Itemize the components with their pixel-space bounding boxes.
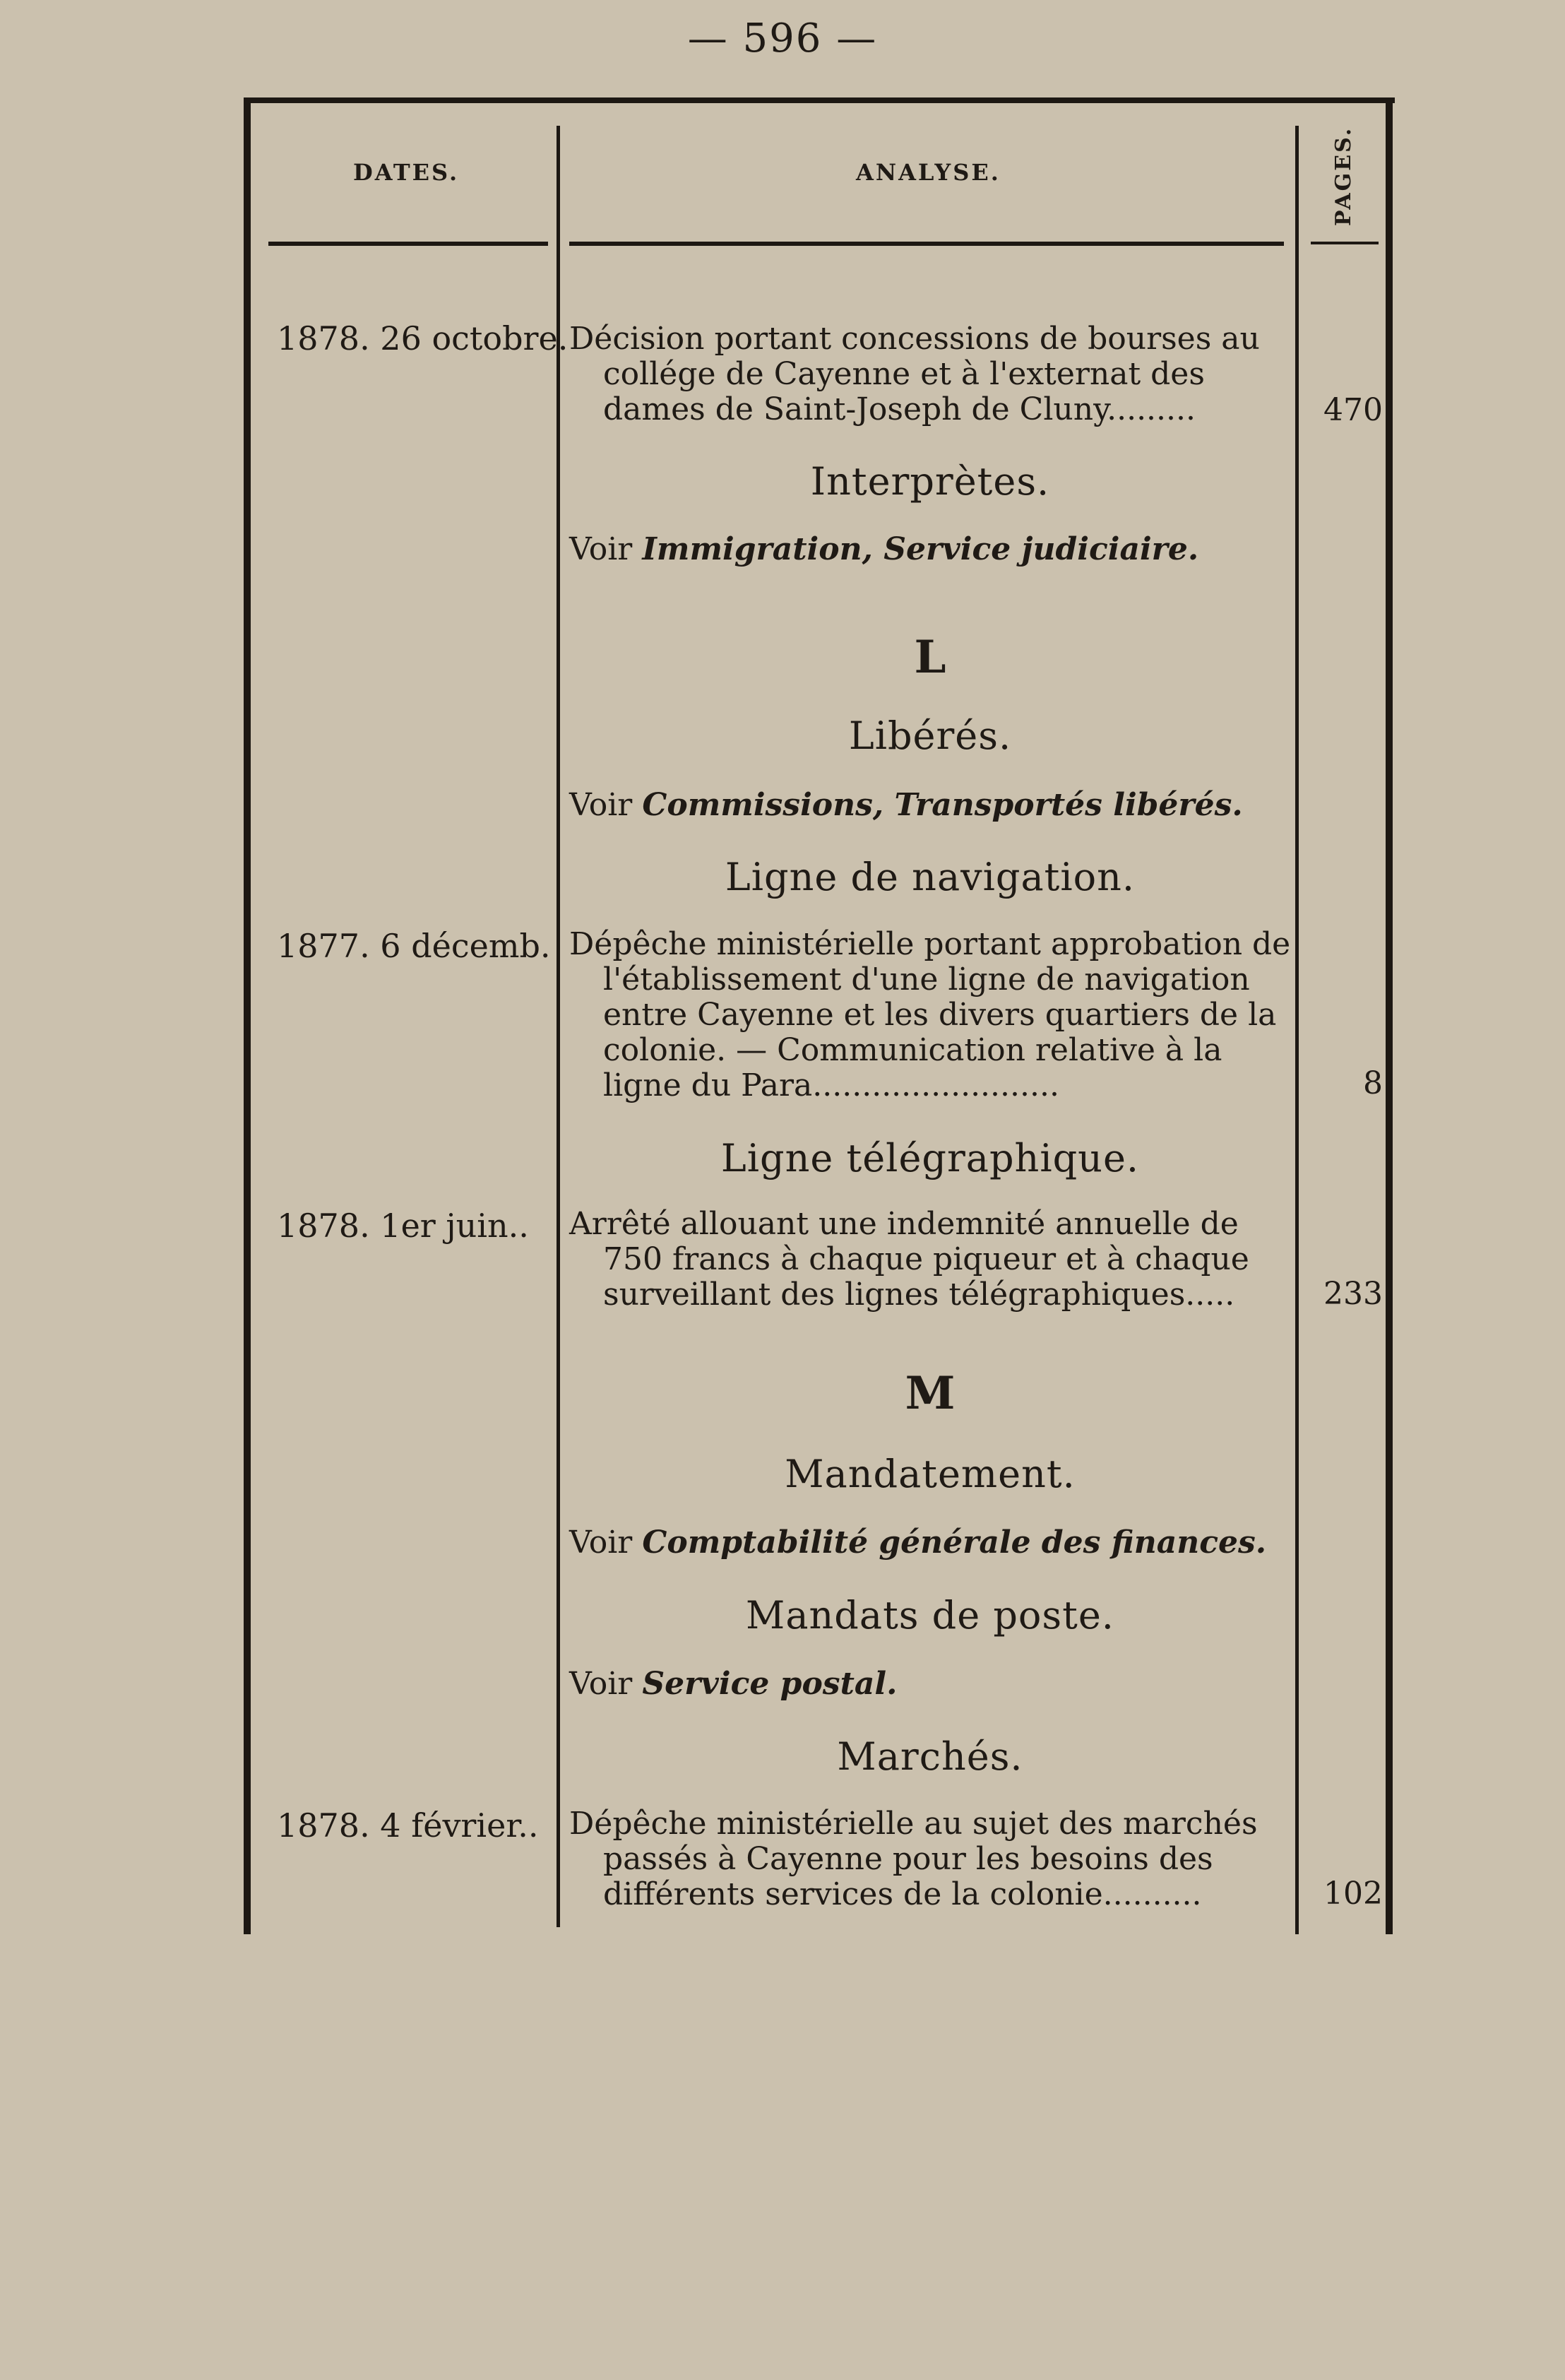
entry-text xyxy=(569,1806,1291,1912)
analyse-header-rule xyxy=(569,242,1284,246)
see-also xyxy=(569,1524,1266,1561)
section-heading: Marchés. xyxy=(837,1734,1023,1779)
entry-line: Arrêté allouant une indemnité annuelle de xyxy=(569,1206,1239,1242)
frame-left-rule xyxy=(244,97,251,1934)
dates-header-rule xyxy=(268,242,548,246)
alphabet-letter: M xyxy=(905,1367,956,1420)
section-heading: Ligne télégraphique. xyxy=(720,1136,1140,1180)
see-also-refs: Commissions, Transportés libérés. xyxy=(642,787,1243,823)
see-also-prefix: Voir xyxy=(569,787,633,823)
section-heading: Interprètes. xyxy=(810,459,1050,504)
entry-line: ligne du Para......................... xyxy=(603,1067,1059,1103)
entry-line: différents services de la colonie.......... xyxy=(603,1876,1202,1912)
entry-line: Décision portant concessions de bourses au xyxy=(569,321,1260,357)
frame-top-rule xyxy=(244,97,1395,103)
see-also xyxy=(569,787,1243,823)
see-also-refs: Immigration, Service judiciaire. xyxy=(642,531,1199,567)
frame-right-rule xyxy=(1386,97,1393,1934)
dates-column-divider xyxy=(557,126,560,1927)
section-heading: Libérés. xyxy=(848,714,1012,758)
see-also-prefix: Voir xyxy=(569,531,633,567)
entry-date: 1878. 1er juin.. xyxy=(277,1207,529,1245)
pages-column-header: PAGES. xyxy=(1331,126,1356,226)
entry-line: Dépêche ministérielle portant approbation de xyxy=(569,926,1291,962)
entry-line: passés à Cayenne pour les besoins des xyxy=(603,1841,1213,1877)
entry-text xyxy=(569,321,1291,427)
entry-page-ref: 470 xyxy=(1323,392,1383,428)
see-also-prefix: Voir xyxy=(569,1666,633,1702)
pages-column-divider xyxy=(1295,126,1299,1934)
entry-text xyxy=(569,927,1291,1103)
section-heading: Mandatement. xyxy=(785,1452,1076,1496)
entry-date: 1878. 26 octobre. xyxy=(277,319,569,357)
analyse-column-header: ANALYSE. xyxy=(856,159,1001,186)
pages-header-rule xyxy=(1311,242,1379,244)
entry-line: dames de Saint-Joseph de Cluny......... xyxy=(603,391,1196,427)
entry-page-ref: 8 xyxy=(1363,1065,1383,1101)
see-also xyxy=(569,1666,897,1702)
entry-line: 750 francs à chaque piqueur et à chaque xyxy=(603,1241,1249,1277)
entry-line: entre Cayenne et les divers quartiers de la xyxy=(603,997,1277,1033)
dates-column-header: DATES. xyxy=(353,159,460,186)
entry-date: 1877. 6 décemb. xyxy=(277,927,551,965)
see-also xyxy=(569,531,1198,567)
section-heading: Ligne de navigation. xyxy=(725,855,1136,899)
entry-date: 1878. 4 février.. xyxy=(277,1806,539,1845)
page-number: — 596 — xyxy=(687,16,878,61)
entry-page-ref: 102 xyxy=(1323,1876,1383,1912)
see-also-prefix: Voir xyxy=(569,1524,633,1561)
entry-line: colonie. — Communication relative à la xyxy=(603,1032,1222,1068)
entry-page-ref: 233 xyxy=(1323,1276,1383,1312)
entry-text xyxy=(569,1207,1291,1313)
section-heading: Mandats de poste. xyxy=(746,1593,1114,1638)
entry-line: surveillant des lignes télégraphiques..... xyxy=(603,1277,1235,1313)
alphabet-letter: L xyxy=(914,631,946,684)
entry-line: l'établissement d'une ligne de navigation xyxy=(603,961,1250,997)
see-also-refs: Comptabilité générale des finances. xyxy=(642,1524,1267,1561)
see-also-refs: Service postal. xyxy=(642,1666,898,1702)
entry-line: collége de Cayenne et à l'externat des xyxy=(603,356,1205,392)
entry-line: Dépêche ministérielle au sujet des marchés xyxy=(569,1806,1258,1842)
